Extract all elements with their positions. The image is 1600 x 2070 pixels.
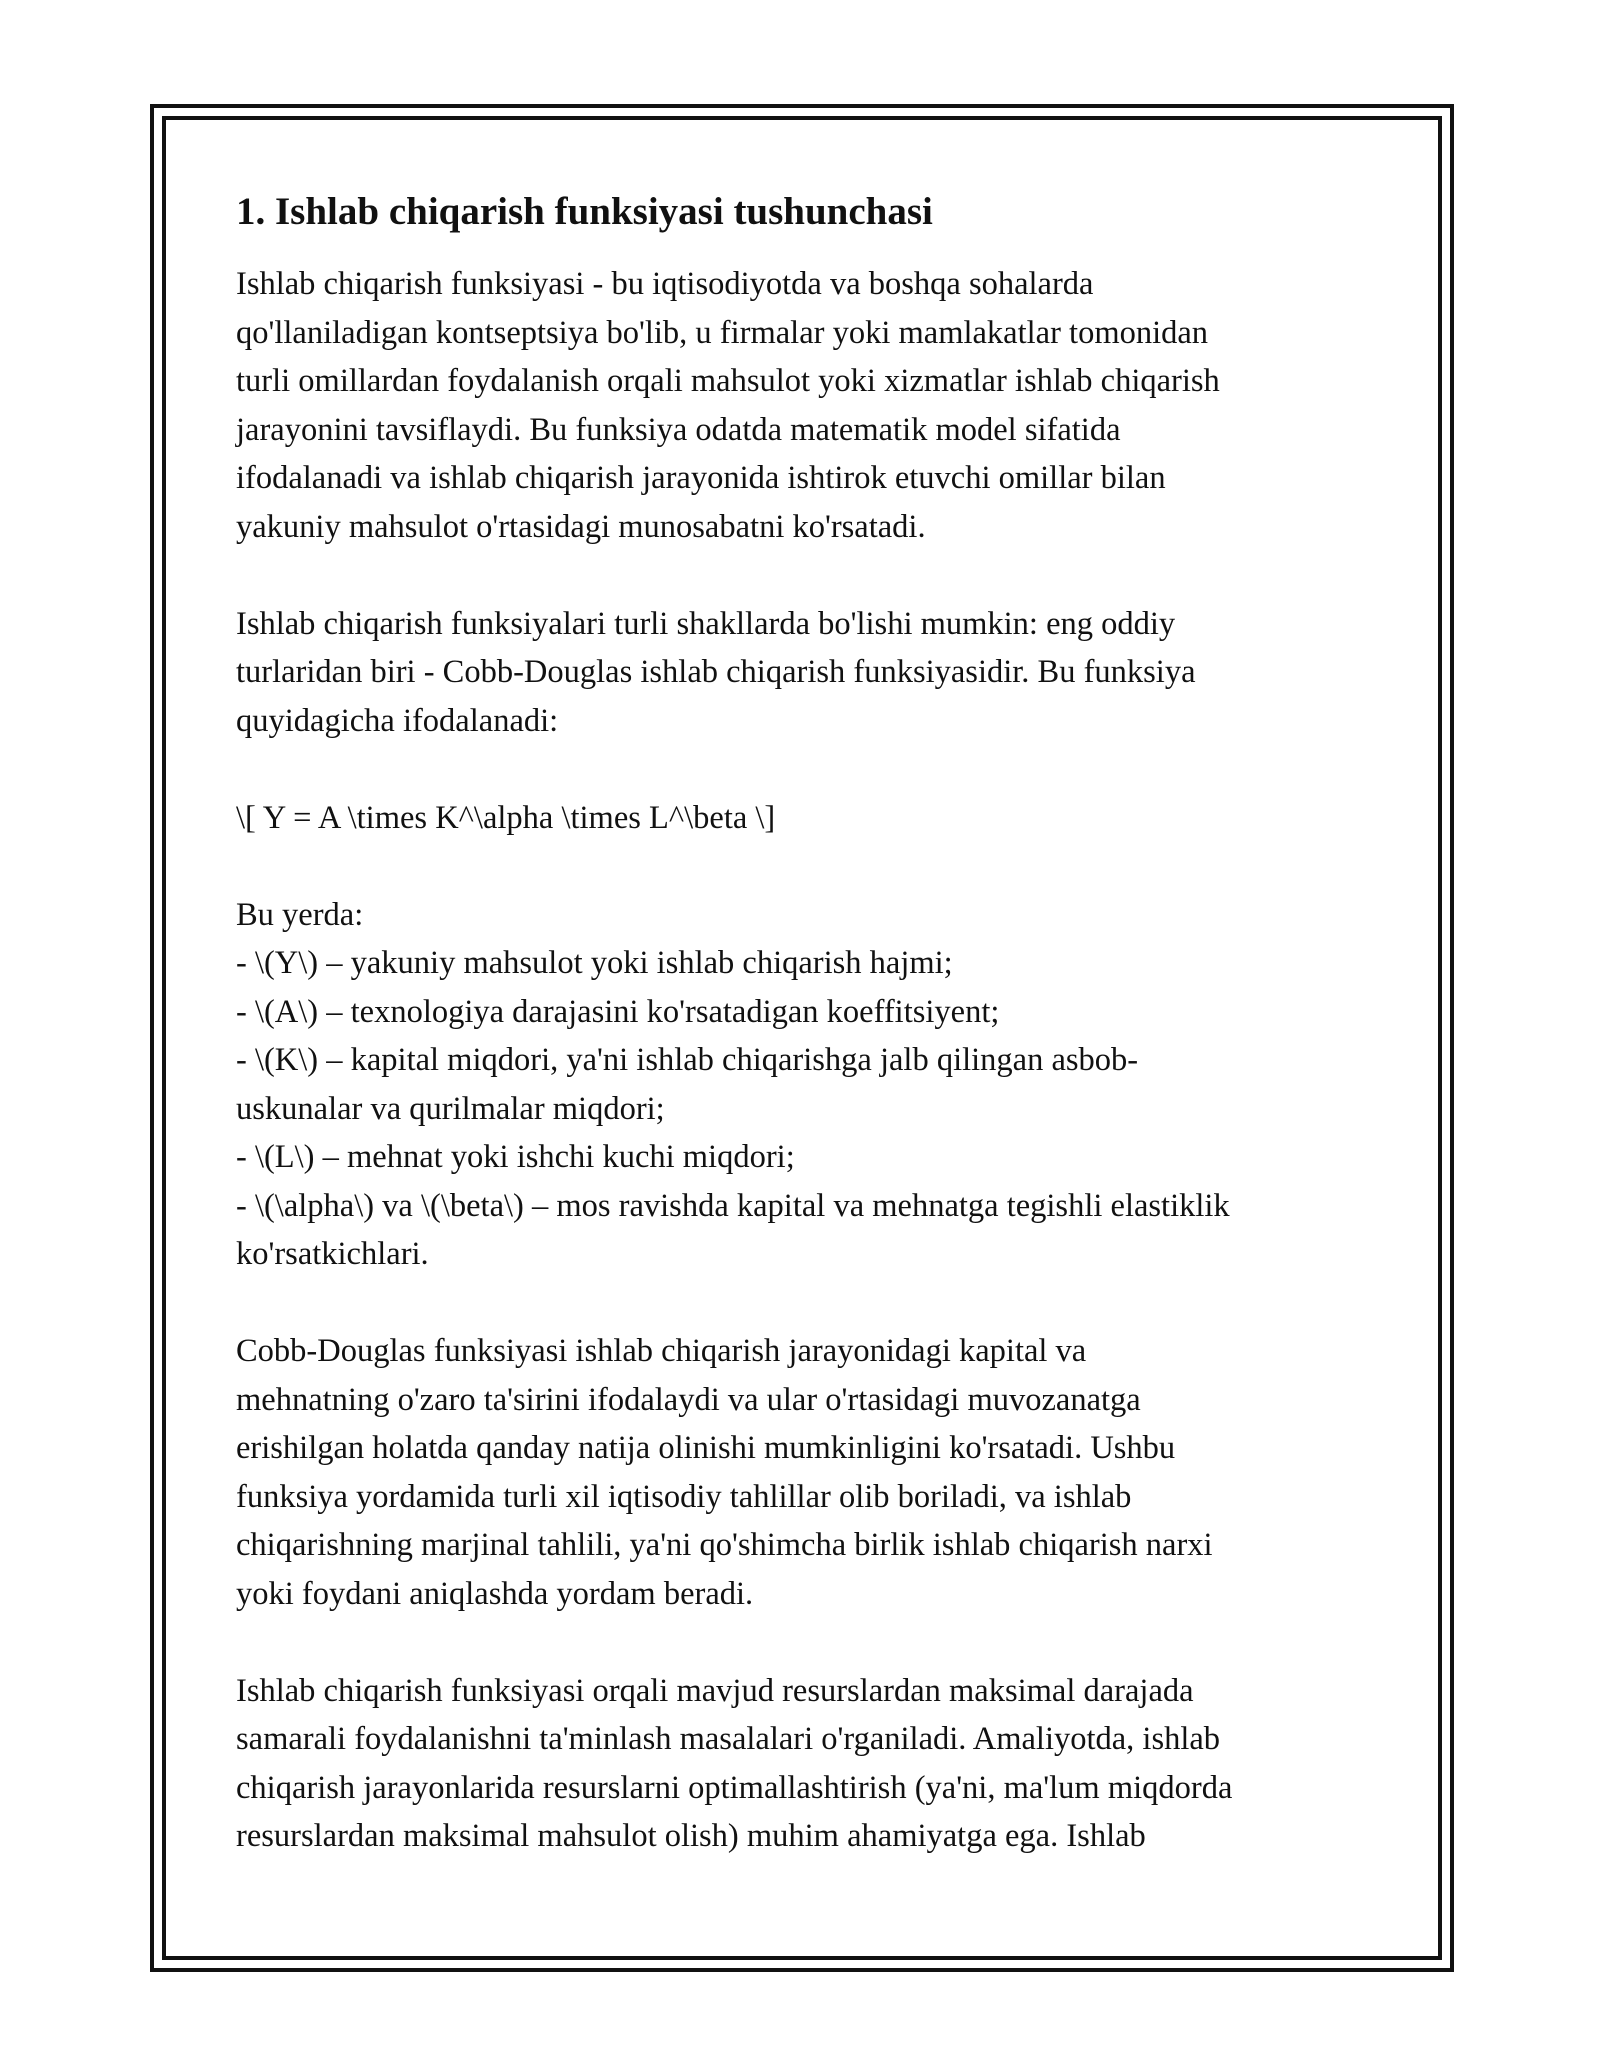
paragraph-cobb-douglas: Cobb-Douglas funksiyasi ishlab chiqarish jarayonidagi kapital va mehnatning o'zaro ta'sirini ifodalaydi va ular o'rtasidagi muvozanatga erishilgan holatda qanday natija olinishi mumkinligini ko'rsatadi. Ushbu funksiya yordamida turli xil iqtisodiy tahlillar olib boriladi, va ishlab chiqarishning marjinal tahlili, ya'ni qo'shimcha birlik ishlab chiqarish narxi yoki foydani aniqlashda yordam beradi. <box>236 1333 1213 1612</box>
variable-definitions: Bu yerda: - \(Y\) – yakuniy mahsulot yoki ishlab chiqarish hajmi; - \(A\) – texnologiya darajasini ko'rsatadigan koeffitsiyent; - \(K\) – kapital miqdori, ya'ni ishlab chiqarishga jalb qilingan asbob- uskunalar va qurilmalar miqdori; - \(L\) – mehnat yoki ishchi kuchi miqdori; - \(\alpha\) va \(\beta\) – mos ravishda kapital va mehnatga tegishli elastiklik ko'rsatkichlari. <box>236 896 1230 1272</box>
paragraph-gap <box>236 1618 1376 1667</box>
paragraph-optimization: Ishlab chiqarish funksiyasi orqali mavjud resurslardan maksimal darajada samarali foydalanishni ta'minlash masalalari o'rganiladi. Amaliyotda, ishlab chiqarish jarayonlarida resurslarni optimallashtirish (ya'ni, ma'lum miqdorda resurslardan maksimal mahsulot olish) muhim ahamiyatga ega. Ishlab <box>236 1672 1233 1854</box>
section-heading: 1. Ishlab chiqarish funksiyasi tushunchasi <box>236 190 933 233</box>
paragraph-gap <box>236 1279 1376 1328</box>
paragraph-gap <box>236 745 1376 794</box>
paragraph-forms: Ishlab chiqarish funksiyalari turli shakllarda bo'lishi mumkin: eng oddiy turlaridan biri - Cobb-Douglas ishlab chiqarish funksiyasidir. Bu funksiya quyidagicha ifodalanadi: <box>236 605 1196 739</box>
formula-line: \[ Y = A \times K^\alpha \times L^\beta \] <box>236 799 776 836</box>
document-body <box>236 186 1376 1861</box>
paragraph-definition: Ishlab chiqarish funksiyasi - bu iqtisodiyotda va boshqa sohalarda qo'llaniladigan kontseptsiya bo'lib, u firmalar yoki mamlakatlar tomonidan turli omillardan foydalanish orqali mahsulot yoki xizmatlar ishlab chiqarish jarayonini tavsiflaydi. Bu funksiya odatda matematik model sifatida ifodalanadi va ishlab chiqarish jarayonida ishtirok etuvchi omillar bilan yakuniy mahsulot o'rtasidagi munosabatni ko'rsatadi. <box>236 266 1220 545</box>
paragraph-gap <box>236 551 1376 600</box>
paragraph-gap <box>236 842 1376 891</box>
